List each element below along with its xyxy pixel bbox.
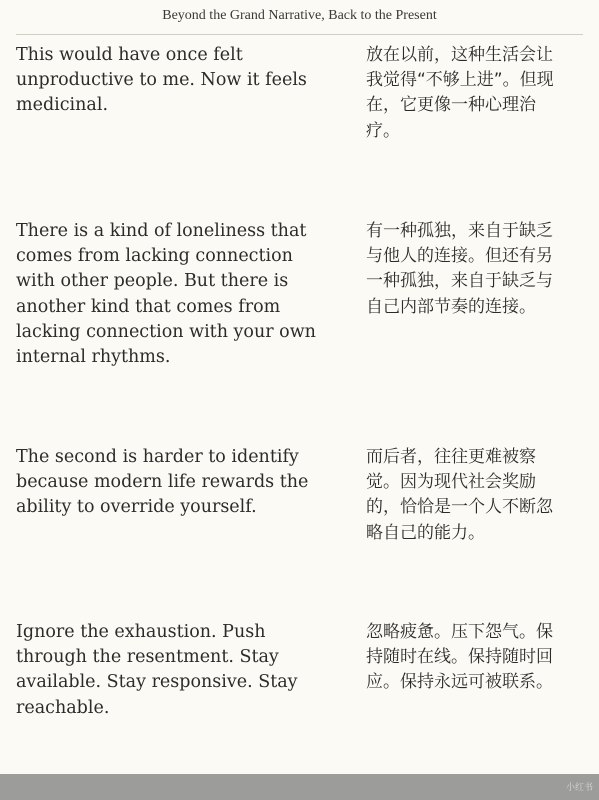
page-title: Beyond the Grand Narrative, Back to the Present (162, 8, 437, 23)
english-paragraph-3: The second is harder to identify because modern life rewards the ability to override yourself. (16, 447, 309, 518)
chinese-paragraph-2: 有一种孤独，来自于缺乏与他人的连接。但还有另一种孤独，来自于缺乏与自己内部节奏的连接。 (366, 221, 553, 317)
watermark: 小红书 (565, 783, 593, 793)
bottom-bar (0, 774, 599, 800)
english-paragraph-1: This would have once felt unproductive to me. Now it feels medicinal. (16, 45, 307, 116)
chinese-paragraph-3: 而后者，往往更难被察觉。因为现代社会奖励的，恰恰是一个人不断忽略自己的能力。 (366, 447, 553, 543)
chinese-paragraph-4: 忽略疲惫。压下怨气。保持随时在线。保持随时回应。保持永远可被联系。 (366, 622, 553, 693)
header-divider (16, 34, 583, 35)
english-paragraph-2: There is a kind of loneliness that comes from lacking connection with other people. But there is another kind that comes from lacking connection with your own internal rhythms. (16, 221, 316, 368)
english-paragraph-4: Ignore the exhaustion. Push through the resentment. Stay available. Stay responsive. Stay reachable. (16, 622, 298, 718)
chinese-paragraph-1: 放在以前，这种生活会让我觉得“不够上进”。但现在，它更像一种心理治疗。 (366, 45, 554, 141)
